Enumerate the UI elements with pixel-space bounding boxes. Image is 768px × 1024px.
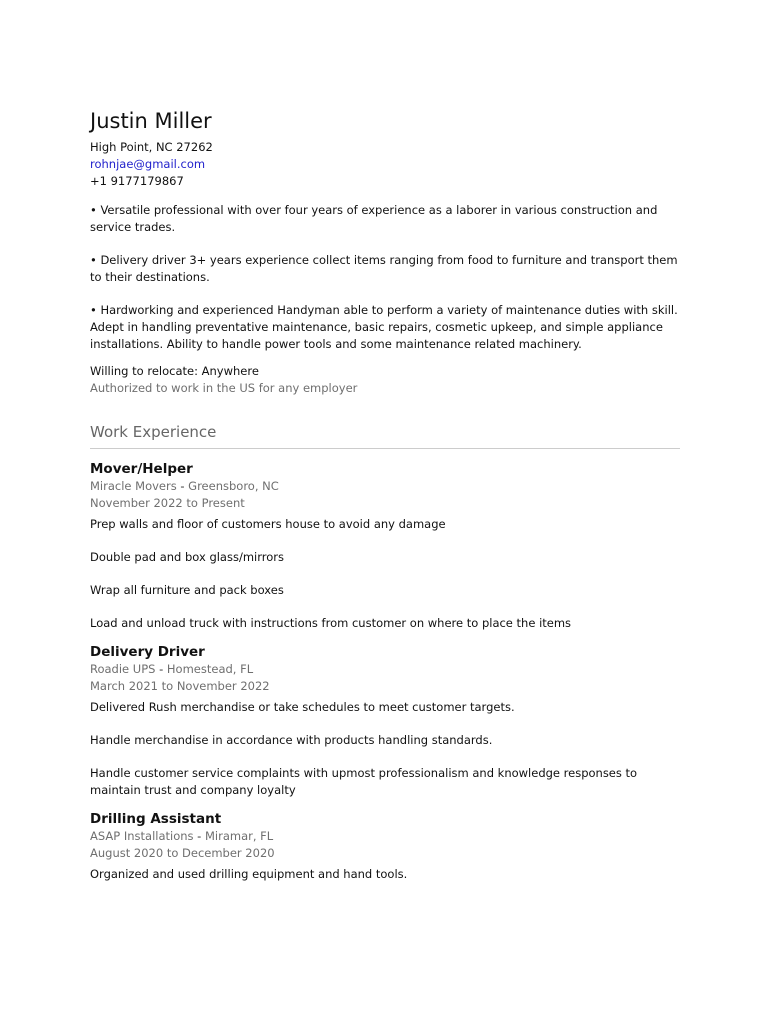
job-location: Homestead, FL bbox=[166, 662, 254, 676]
job-entry bbox=[90, 810, 680, 883]
job-company-location bbox=[90, 478, 680, 495]
resume-page bbox=[90, 107, 680, 883]
job-company: Roadie UPS bbox=[90, 662, 156, 676]
summary-item: • Hardworking and experienced Handyman able to perform a variety of maintenance duties with skill. Adept in handling preventative maintenance, basic repairs, cosmetic upkeep, and simple appliance installations. Ability to handle power tools and some maintenance related machinery. bbox=[90, 303, 678, 351]
summary-item: • Versatile professional with over four years of experience as a laborer in various construction and service trades. bbox=[90, 203, 658, 234]
relocation-preference: Willing to relocate: Anywhere bbox=[90, 364, 259, 378]
job-separator: - bbox=[193, 829, 205, 843]
job-company-location bbox=[90, 661, 680, 678]
job-title: Drilling Assistant bbox=[90, 811, 222, 827]
job-company-location bbox=[90, 828, 680, 845]
email-link[interactable]: rohnjae@gmail.com bbox=[90, 157, 206, 171]
job-title: Delivery Driver bbox=[90, 644, 205, 660]
job-title: Mover/Helper bbox=[90, 461, 193, 477]
job-duties bbox=[90, 699, 680, 799]
summary bbox=[90, 202, 680, 353]
work-authorization: Authorized to work in the US for any employer bbox=[90, 381, 358, 395]
job-entry bbox=[90, 643, 680, 799]
job-separator: - bbox=[155, 662, 167, 676]
phone-number: +1 9177179867 bbox=[90, 174, 184, 188]
job-duties bbox=[90, 866, 680, 883]
job-duty: Load and unload truck with instructions from customer on where to place the items bbox=[90, 616, 572, 630]
job-location: Miramar, FL bbox=[205, 829, 274, 843]
job-dates: August 2020 to December 2020 bbox=[90, 846, 275, 860]
location: High Point, NC 27262 bbox=[90, 140, 213, 154]
job-location: Greensboro, NC bbox=[188, 479, 279, 493]
job-company: Miracle Movers bbox=[90, 479, 177, 493]
job-dates: March 2021 to November 2022 bbox=[90, 679, 270, 693]
job-duty: Prep walls and floor of customers house to avoid any damage bbox=[90, 517, 446, 531]
job-entry bbox=[90, 460, 680, 632]
job-separator: - bbox=[176, 479, 189, 493]
job-duty: Handle customer service complaints with upmost professionalism and knowledge responses to maintain trust and company loyalty bbox=[90, 766, 638, 797]
summary-item: • Delivery driver 3+ years experience collect items ranging from food to furniture and transport them to their destinations. bbox=[90, 253, 678, 284]
job-duty: Wrap all furniture and pack boxes bbox=[90, 583, 284, 597]
section-title-work-experience: Work Experience bbox=[90, 422, 680, 449]
job-duty: Handle merchandise in accordance with products handling standards. bbox=[90, 733, 493, 747]
job-dates: November 2022 to Present bbox=[90, 496, 245, 510]
job-duty: Delivered Rush merchandise or take schedules to meet customer targets. bbox=[90, 700, 515, 714]
job-duty: Organized and used drilling equipment and hand tools. bbox=[90, 867, 408, 881]
job-company: ASAP Installations bbox=[90, 829, 194, 843]
candidate-name: Justin Miller bbox=[90, 109, 212, 133]
job-duty: Double pad and box glass/mirrors bbox=[90, 550, 284, 564]
job-duties bbox=[90, 516, 680, 632]
